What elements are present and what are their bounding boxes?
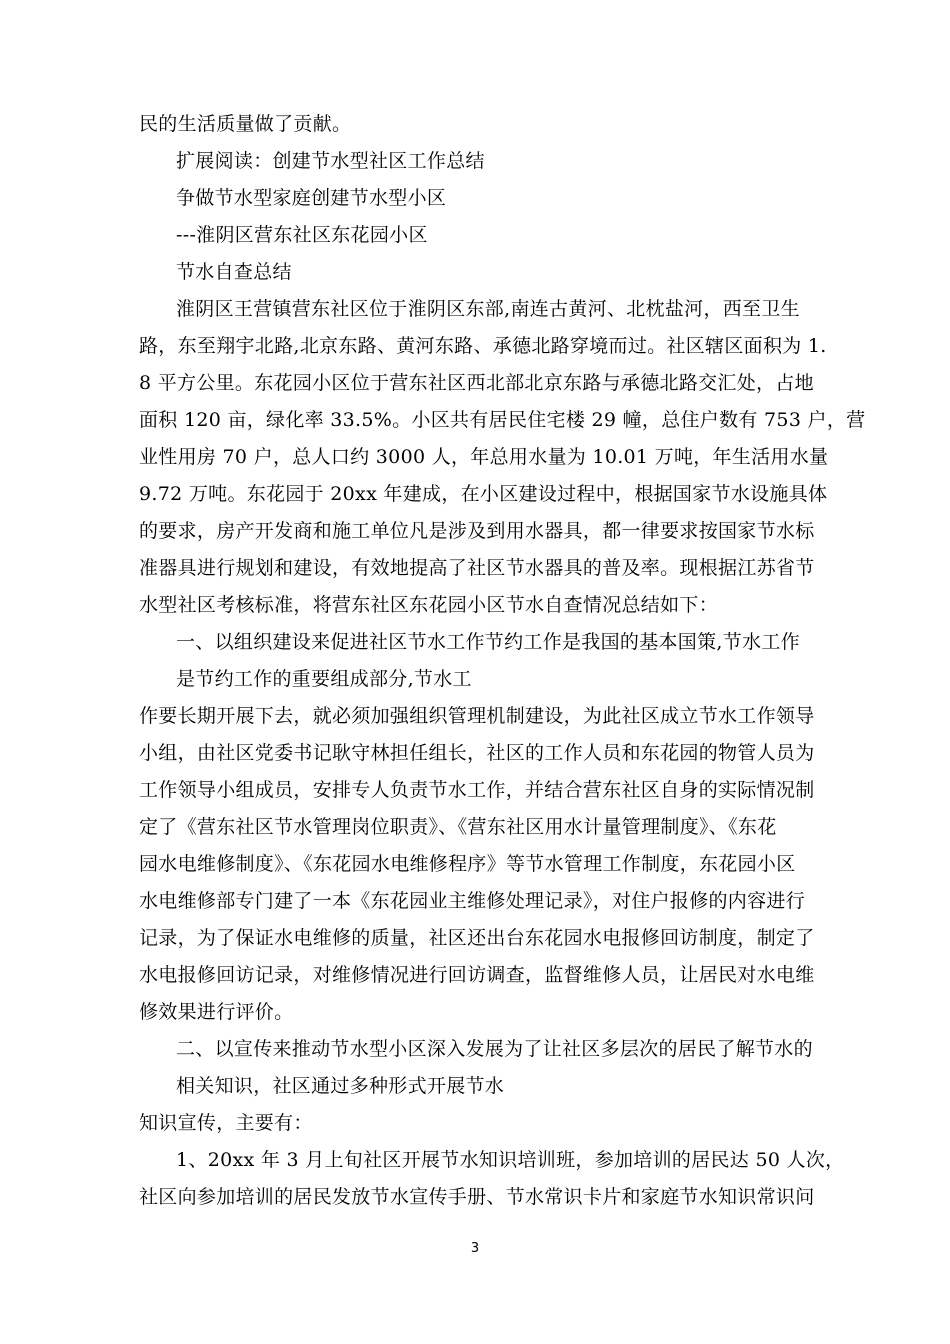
text-line: 准器具进行规划和建设，有效地提高了社区节水器具的普及率。现根据江苏省节	[139, 557, 815, 579]
text-line: 社区向参加培训的居民发放节水宣传手册、节水常识卡片和家庭节水知识常识问	[139, 1186, 815, 1208]
text-line: 路，东至翔宇北路,北京东路、黄河东路、承德北路穿境而过。社区辖区面积为 1.	[139, 335, 827, 357]
text-line: 知识宣传，主要有：	[139, 1112, 313, 1134]
text-line: 二、以宣传来推动节水型小区深入发展为了让社区多层次的居民了解节水的	[176, 1038, 813, 1060]
text-line: 一、以组织建设来促进社区节水工作节约工作是我国的基本国策,节水工作	[176, 631, 800, 653]
text-line: 修效果进行评价。	[139, 1001, 294, 1023]
text-line: 节水自查总结	[176, 261, 292, 283]
text-line: 作要长期开展下去，就必须加强组织管理机制建设，为此社区成立节水工作领导	[139, 705, 815, 727]
text-line: 8 平方公里。东花园小区位于营东社区西北部北京东路与承德北路交汇处，占地	[139, 372, 814, 394]
text-line: 水电报修回访记录，对维修情况进行回访调查，监督维修人员，让居民对水电维	[139, 964, 815, 986]
text-line: 扩展阅读：创建节水型社区工作总结	[176, 150, 485, 172]
text-line: 园水电维修制度》、《东花园水电维修程序》等节水管理工作制度，东花园小区	[139, 853, 796, 875]
text-line: 水电维修部专门建了一本《东花园业主维修处理记录》，对住户报修的内容进行	[139, 890, 806, 912]
text-line: 淮阴区王营镇营东社区位于淮阴区东部,南连古黄河、北枕盐河，西至卫生	[176, 298, 800, 320]
text-line: ---淮阴区营东社区东花园小区	[176, 224, 428, 246]
text-line: 相关知识，社区通过多种形式开展节水	[176, 1075, 505, 1097]
text-line: 1、20xx 年 3 月上旬社区开展节水知识培训班，参加培训的居民达 50 人次，	[176, 1149, 845, 1171]
text-line: 工作领导小组成员，安排专人负责节水工作，并结合营东社区自身的实际情况制	[139, 779, 815, 801]
text-line: 小组，由社区党委书记耿守林担任组长，社区的工作人员和东花园的物管人员为	[139, 742, 815, 764]
text-line: 争做节水型家庭创建节水型小区	[176, 187, 447, 209]
text-line: 的要求，房产开发商和施工单位凡是涉及到用水器具，都一律要求按国家节水标	[139, 520, 815, 542]
text-line: 定了《营东社区节水管理岗位职责》、《营东社区用水计量管理制度》、《东花	[139, 816, 777, 838]
text-line: 是节约工作的重要组成部分,节水工	[176, 668, 472, 690]
text-line: 业性用房 70 户，总人口约 3000 人，年总用水量为 10.01 万吨，年生活用水量	[139, 446, 829, 468]
page-number: 3	[470, 1241, 480, 1256]
text-line: 面积 120 亩，绿化率 33.5%。小区共有居民住宅楼 29 幢，总住户数有 753 户，营	[139, 409, 866, 431]
text-line: 民的生活质量做了贡献。	[139, 113, 352, 135]
text-line: 记录，为了保证水电维修的质量，社区还出台东花园水电报修回访制度，制定了	[139, 927, 815, 949]
text-line: 水型社区考核标准，将营东社区东花园小区节水自查情况总结如下：	[139, 594, 719, 616]
text-line: 9.72 万吨。东花园于 20xx 年建成，在小区建设过程中，根据国家节水设施具体	[139, 483, 828, 505]
